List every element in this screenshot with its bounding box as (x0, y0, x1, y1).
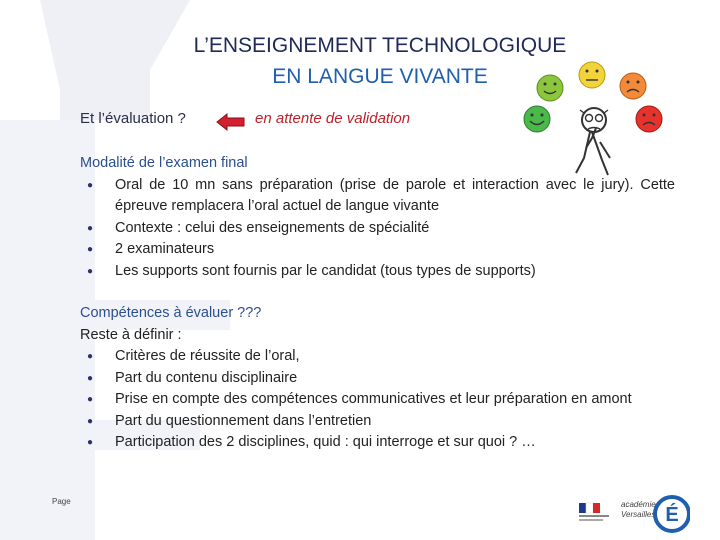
title-line-1: L’ENSEIGNEMENT TECHNOLOGIQUE (193, 34, 567, 57)
exam-list (80, 175, 675, 283)
happy-face-icon (537, 75, 563, 101)
skills-list (80, 346, 675, 454)
angry-face-icon (636, 106, 662, 132)
list-item: ● Part du contenu disciplinaire (80, 368, 675, 390)
list-item: ● Les supports sont fournis par le candidat (tous types de supports) (80, 261, 675, 283)
list-item: ● Contexte : celui des enseignements de spécialité (80, 218, 675, 240)
evaluation-question: Et l’évaluation ? (80, 110, 186, 127)
exam-heading: Modalité de l’examen final (80, 155, 248, 171)
academy-line-1: académie (621, 500, 656, 509)
academie-versailles-logo (621, 497, 689, 531)
neutral-face-icon (579, 62, 605, 88)
title-line-2: EN LANGUE VIVANTE (272, 65, 488, 88)
skills-subheading: Reste à définir : (80, 326, 182, 343)
very-happy-face-icon (524, 106, 550, 132)
page-label: Page (52, 497, 71, 506)
marianne-logo (579, 503, 609, 521)
svg-text:É: É (665, 504, 679, 526)
evaluation-status: en attente de validation (255, 110, 411, 127)
academy-line-2: Versailles (621, 510, 656, 519)
list-item: ● Oral de 10 mn sans préparation (prise de parole et interaction avec le jury). Cette épreuve remplacera l’oral actuel de langue vivante (80, 175, 675, 218)
list-item: ● Participation des 2 disciplines, quid : qui interroge et sur quoi ? … (80, 432, 675, 454)
list-item: ● 2 examinateurs (80, 239, 675, 261)
list-item: ● Critères de réussite de l’oral, (80, 346, 675, 368)
main-content (80, 153, 675, 454)
sad-face-icon (620, 73, 646, 99)
skills-heading: Compétences à évaluer ??? (80, 305, 262, 321)
red-left-arrow-icon (216, 112, 246, 132)
list-item: ● Part du questionnement dans l’entretien (80, 411, 675, 433)
footer-logos (575, 490, 690, 535)
list-item: ● Prise en compte des compétences communicatives et leur préparation en amont (80, 389, 675, 411)
